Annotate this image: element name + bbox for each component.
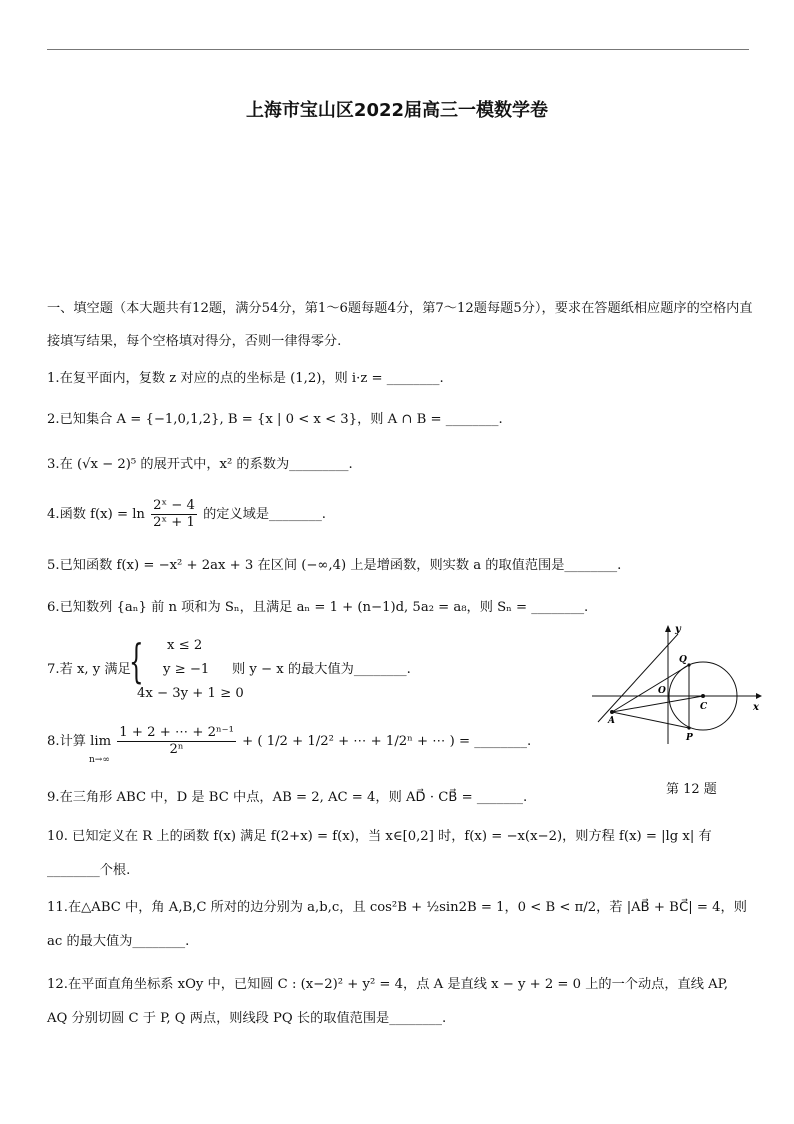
question-10: 10. 已知定义在 R 上的函数 f(x) 满足 f(2+x) = f(x)，当 x∈[0,2] 时，f(x) = −x(x−2)，则方程 f(x) = |lg x| 有________个根.: [47, 829, 712, 878]
question-2: 2.已知集合 A = {−1,0,1,2}, B = {x | 0 < x < 3}，则 A ∩ B = ________.: [47, 412, 503, 427]
question-9: 9.在三角形 ABC 中，D 是 BC 中点，AB = 2, AC = 4，则 AD⃗ · CB⃗ = _______.: [47, 790, 528, 805]
tangent-ap: [612, 712, 689, 728]
figure-caption: 第 12 题: [666, 782, 717, 797]
q7-constraint-3: 4x − 3y + 1 ≥ 0: [137, 686, 244, 701]
point-q: [687, 663, 690, 666]
q8-limit-sub: n→∞: [89, 755, 110, 765]
figure-circle-tangents: [588, 620, 764, 748]
q7-constraint-2: y ≥ −1: [163, 662, 210, 677]
q4-prefix: 4.函数 f(x) = ln: [47, 507, 145, 522]
header-rule: [47, 49, 749, 50]
question-4: [47, 498, 326, 531]
q8-fraction: [117, 725, 236, 758]
question-11: 11.在△ABC 中，角 A,B,C 所对的边分别为 a,b,c，且 cos²B + ½sin2B = 1，0 < B < π/2，若 |AB⃗ + BC⃗| = 4，则 ac 的最大值为________.: [47, 900, 747, 949]
q8-prefix: 8.计算 lim: [47, 734, 112, 749]
point-p: [687, 726, 690, 729]
q8-denominator: 2ⁿ: [169, 742, 184, 757]
q8-suffix: + ( 1/2 + 1/2² + ⋯ + 1/2ⁿ + ⋯ ) = ________.: [242, 734, 532, 749]
x-axis-arrow: [756, 693, 762, 699]
label-p: P: [686, 733, 693, 743]
section-instructions: 一、填空题（本大题共有12题，满分54分，第1～6题每题4分，第7～12题每题5分），要求在答题纸相应题序的空格内直接填写结果，每个空格填对得分，否则一律得零分.: [47, 301, 753, 349]
point-c: [701, 694, 705, 698]
q4-numerator: 2ˣ − 4: [153, 498, 195, 513]
line-l: [598, 634, 678, 722]
label-o: O: [658, 686, 666, 696]
q4-denominator: 2ˣ + 1: [153, 515, 195, 530]
q7-prefix: 7.若 x, y 满足: [47, 662, 131, 677]
q4-fraction: [151, 498, 197, 531]
y-axis-arrow: [665, 625, 671, 632]
question-5: 5.已知函数 f(x) = −x² + 2ax + 3 在区间 (−∞,4) 上是增函数，则实数 a 的取值范围是________.: [47, 558, 622, 573]
label-y: y: [675, 624, 681, 635]
question-1: 1.在复平面内，复数 z 对应的点的坐标是 (1,2)，则 i·z = ________.: [47, 371, 444, 386]
question-6: 6.已知数列 {aₙ} 前 n 项和为 Sₙ，且满足 aₙ = 1 + (n−1)d, 5a₂ = a₈，则 Sₙ = ________.: [47, 600, 589, 615]
question-3: 3.在 (√x − 2)⁵ 的展开式中，x² 的系数为_________.: [47, 457, 353, 472]
q7-brace: {: [129, 634, 144, 688]
label-a: A: [608, 716, 615, 726]
q4-suffix: 的定义域是________.: [203, 507, 327, 522]
q7-constraint-1: x ≤ 2: [167, 638, 203, 653]
question-8: [47, 725, 532, 765]
question-12: 12.在平面直角坐标系 xOy 中，已知圆 C : (x−2)² + y² = 4，点 A 是直线 x − y + 2 = 0 上的一个动点，直线 AP, AQ 分别切圆 C 于 P, Q 两点，则线段 PQ 长的取值范围是________.: [47, 977, 729, 1026]
page-title: 上海市宝山区2022届高三一模数学卷: [245, 100, 549, 121]
label-c: C: [700, 702, 708, 712]
point-a: [610, 710, 614, 714]
q7-suffix: 则 y − x 的最大值为________.: [232, 662, 411, 677]
label-q: Q: [679, 655, 687, 665]
label-x: x: [753, 702, 759, 713]
q8-numerator: 1 + 2 + ⋯ + 2ⁿ⁻¹: [119, 725, 234, 740]
